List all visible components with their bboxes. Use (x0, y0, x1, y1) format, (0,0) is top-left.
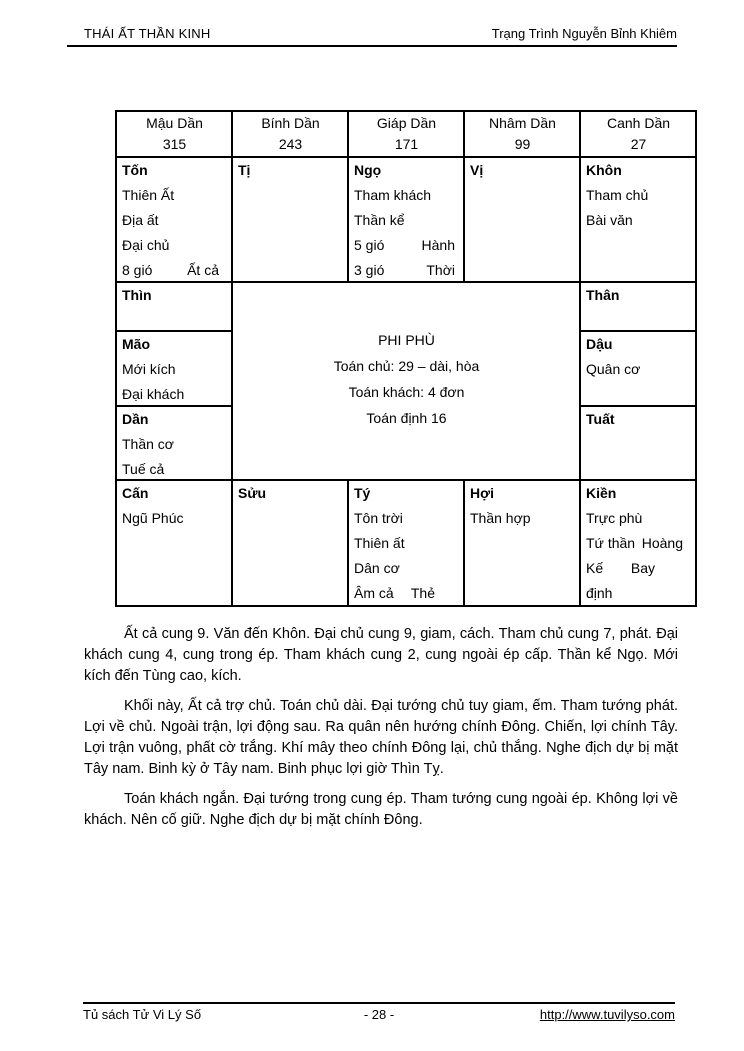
header-author: Trạng Trình Nguyễn Bỉnh Khiêm (491, 26, 677, 41)
center-toan-dinh: Toán định 16 (366, 410, 447, 426)
palace-line: Quân cơ (586, 361, 641, 377)
pair-right: Bay (630, 560, 655, 576)
palace-label: Cấn (122, 485, 149, 501)
palace-cell-dau (581, 332, 695, 405)
year-cell-giap-dan (349, 112, 463, 156)
palace-label: Tuất (586, 411, 615, 427)
palace-cell-ty (349, 481, 463, 605)
pair-right: Thời (426, 262, 455, 278)
palace-line: Địa ất (122, 212, 159, 228)
year-name: Nhâm Dần (489, 115, 556, 131)
footer-series-title: Tủ sách Tử Vi Lý Số (83, 1007, 202, 1022)
pair-right: Hoàng (641, 535, 683, 551)
palace-pair (586, 556, 691, 605)
year-name: Canh Dần (606, 115, 671, 131)
pair-left: Kế định (586, 560, 613, 601)
palace-cell-tuat (581, 407, 695, 479)
palace-pair (354, 258, 459, 281)
pair-right: Ất cả (187, 262, 219, 278)
pair-left: 3 gió (354, 262, 385, 278)
palace-line: Bài văn (586, 212, 633, 228)
year-name: Giáp Dần (376, 115, 437, 131)
palace-cell-dan (117, 407, 231, 479)
palace-label: Vị (470, 162, 484, 178)
palace-cell-suu (233, 481, 347, 605)
palace-line: Dân cơ (354, 560, 400, 576)
palace-line: Trực phù (586, 510, 643, 526)
center-title: PHI PHÙ (378, 332, 435, 348)
year-cell-binh-dan (233, 112, 347, 156)
body-text (84, 624, 678, 840)
palace-line: Mới kích (122, 361, 176, 377)
palace-label: Thân (586, 287, 620, 303)
thai-at-chart-table (115, 110, 697, 607)
palace-line: Tôn trời (354, 510, 403, 526)
palace-label: Ngọ (354, 162, 382, 178)
palace-cell-ngo (349, 158, 463, 281)
palace-label: Khôn (586, 162, 622, 178)
palace-label: Thìn (122, 287, 152, 303)
palace-cell-kien (581, 481, 695, 605)
paragraph-khoi-nay: Khối này, Ất cả trợ chủ. Toán chủ dài. Đại tướng chủ tuy giam, ếm. Tham tướng phát. Lợi về chủ. Ngoài trận, lợi động sau. Ra quân nên hướng chính Đông. Chiến, lợi chính Tây. Lợi trận vuông, phất cờ trắng. Khí mây theo chính Đông lại, chủ thắng. Nghe địch dự bị mặt Tây nam. Binh kỳ ở Tây nam. Binh phục lợi giờ Thìn Tỵ. (84, 698, 678, 777)
year-number: 99 (514, 136, 531, 152)
year-name: Mậu Dần (146, 115, 203, 131)
palace-label: Kiền (586, 485, 617, 501)
year-number: 315 (162, 136, 187, 152)
palace-cell-mao (117, 332, 231, 405)
year-number: 171 (394, 136, 419, 152)
palace-label: Dần (122, 411, 149, 427)
center-toan-chu: Toán chủ: 29 – dài, hòa (333, 358, 480, 374)
palace-label: Tị (238, 162, 251, 178)
palace-cell-vi (465, 158, 579, 281)
year-name: Bính Dần (261, 115, 320, 131)
palace-cell-ti (233, 158, 347, 281)
palace-pair (354, 233, 459, 258)
year-cell-nham-dan (465, 112, 579, 156)
year-cell-canh-dan (581, 112, 695, 156)
page-footer (83, 1002, 675, 1022)
palace-pair (586, 531, 691, 556)
year-number: 243 (278, 136, 303, 152)
palace-label: Tốn (122, 162, 148, 178)
palace-line: Tham chủ (586, 187, 649, 203)
palace-line: Thần kể (354, 212, 405, 228)
paragraph-toan-khach: Toán khách ngắn. Đại tướng trong cung ép. Tham tướng cung ngoài ép. Không lợi về khách. Nên cố giữ. Nghe địch dự bị mặt chính Đông. (84, 791, 678, 828)
palace-line: Thần hợp (470, 510, 531, 526)
paragraph-at-ca: Ất cả cung 9. Văn đến Khôn. Đại chủ cung 9, giam, cách. Tham chủ cung 7, phát. Đại khách cung 4, cung trong ép. Tham khách cung 2, cung ngoài ép cấp. Thần kể Ngọ. Mới kích đến Tùng cao, kích. (84, 626, 678, 684)
palace-label: Sửu (238, 485, 267, 501)
pair-left: Tứ thần (586, 535, 636, 551)
palace-line: Đại chủ (122, 237, 170, 253)
palace-cell-can (117, 481, 231, 605)
palace-line: Thiên ất (354, 535, 405, 551)
footer-website-link[interactable]: http://www.tuvilyso.com (539, 1007, 675, 1022)
palace-line: Tham khách (354, 187, 432, 203)
palace-line: Đại khách (122, 386, 185, 402)
palace-line: Tuế cả (122, 461, 165, 477)
palace-line: Ngũ Phúc (122, 510, 184, 526)
pair-right: Thẻ (410, 585, 435, 601)
palace-label: Hợi (470, 485, 494, 501)
header-book-title: THÁI ẤT THẦN KINH (84, 26, 211, 41)
pair-right: Hành (421, 237, 455, 253)
pair-left: Âm cả (354, 585, 394, 601)
palace-pair (122, 258, 227, 281)
palace-cell-ton (117, 158, 231, 281)
palace-cell-hoi (465, 481, 579, 605)
palace-label: Mão (122, 336, 150, 352)
center-toan-khach: Toán khách: 4 đơn (348, 384, 465, 400)
palace-cell-khon (581, 158, 695, 281)
palace-line: Thiên Ất (122, 187, 175, 203)
palace-label: Dậu (586, 336, 613, 352)
palace-pair (354, 581, 459, 605)
year-cell-mau-dan (117, 112, 231, 156)
palace-label: Tý (354, 485, 371, 501)
palace-cell-thin (117, 283, 231, 330)
palace-line: Thần cơ (122, 436, 174, 452)
chart-center-summary (233, 283, 579, 479)
page-number: - 28 - (363, 1007, 395, 1022)
pair-left: 8 gió (122, 262, 153, 278)
page-header (67, 26, 677, 47)
year-number: 27 (630, 136, 647, 152)
palace-cell-than (581, 283, 695, 330)
pair-left: 5 gió (354, 237, 385, 253)
